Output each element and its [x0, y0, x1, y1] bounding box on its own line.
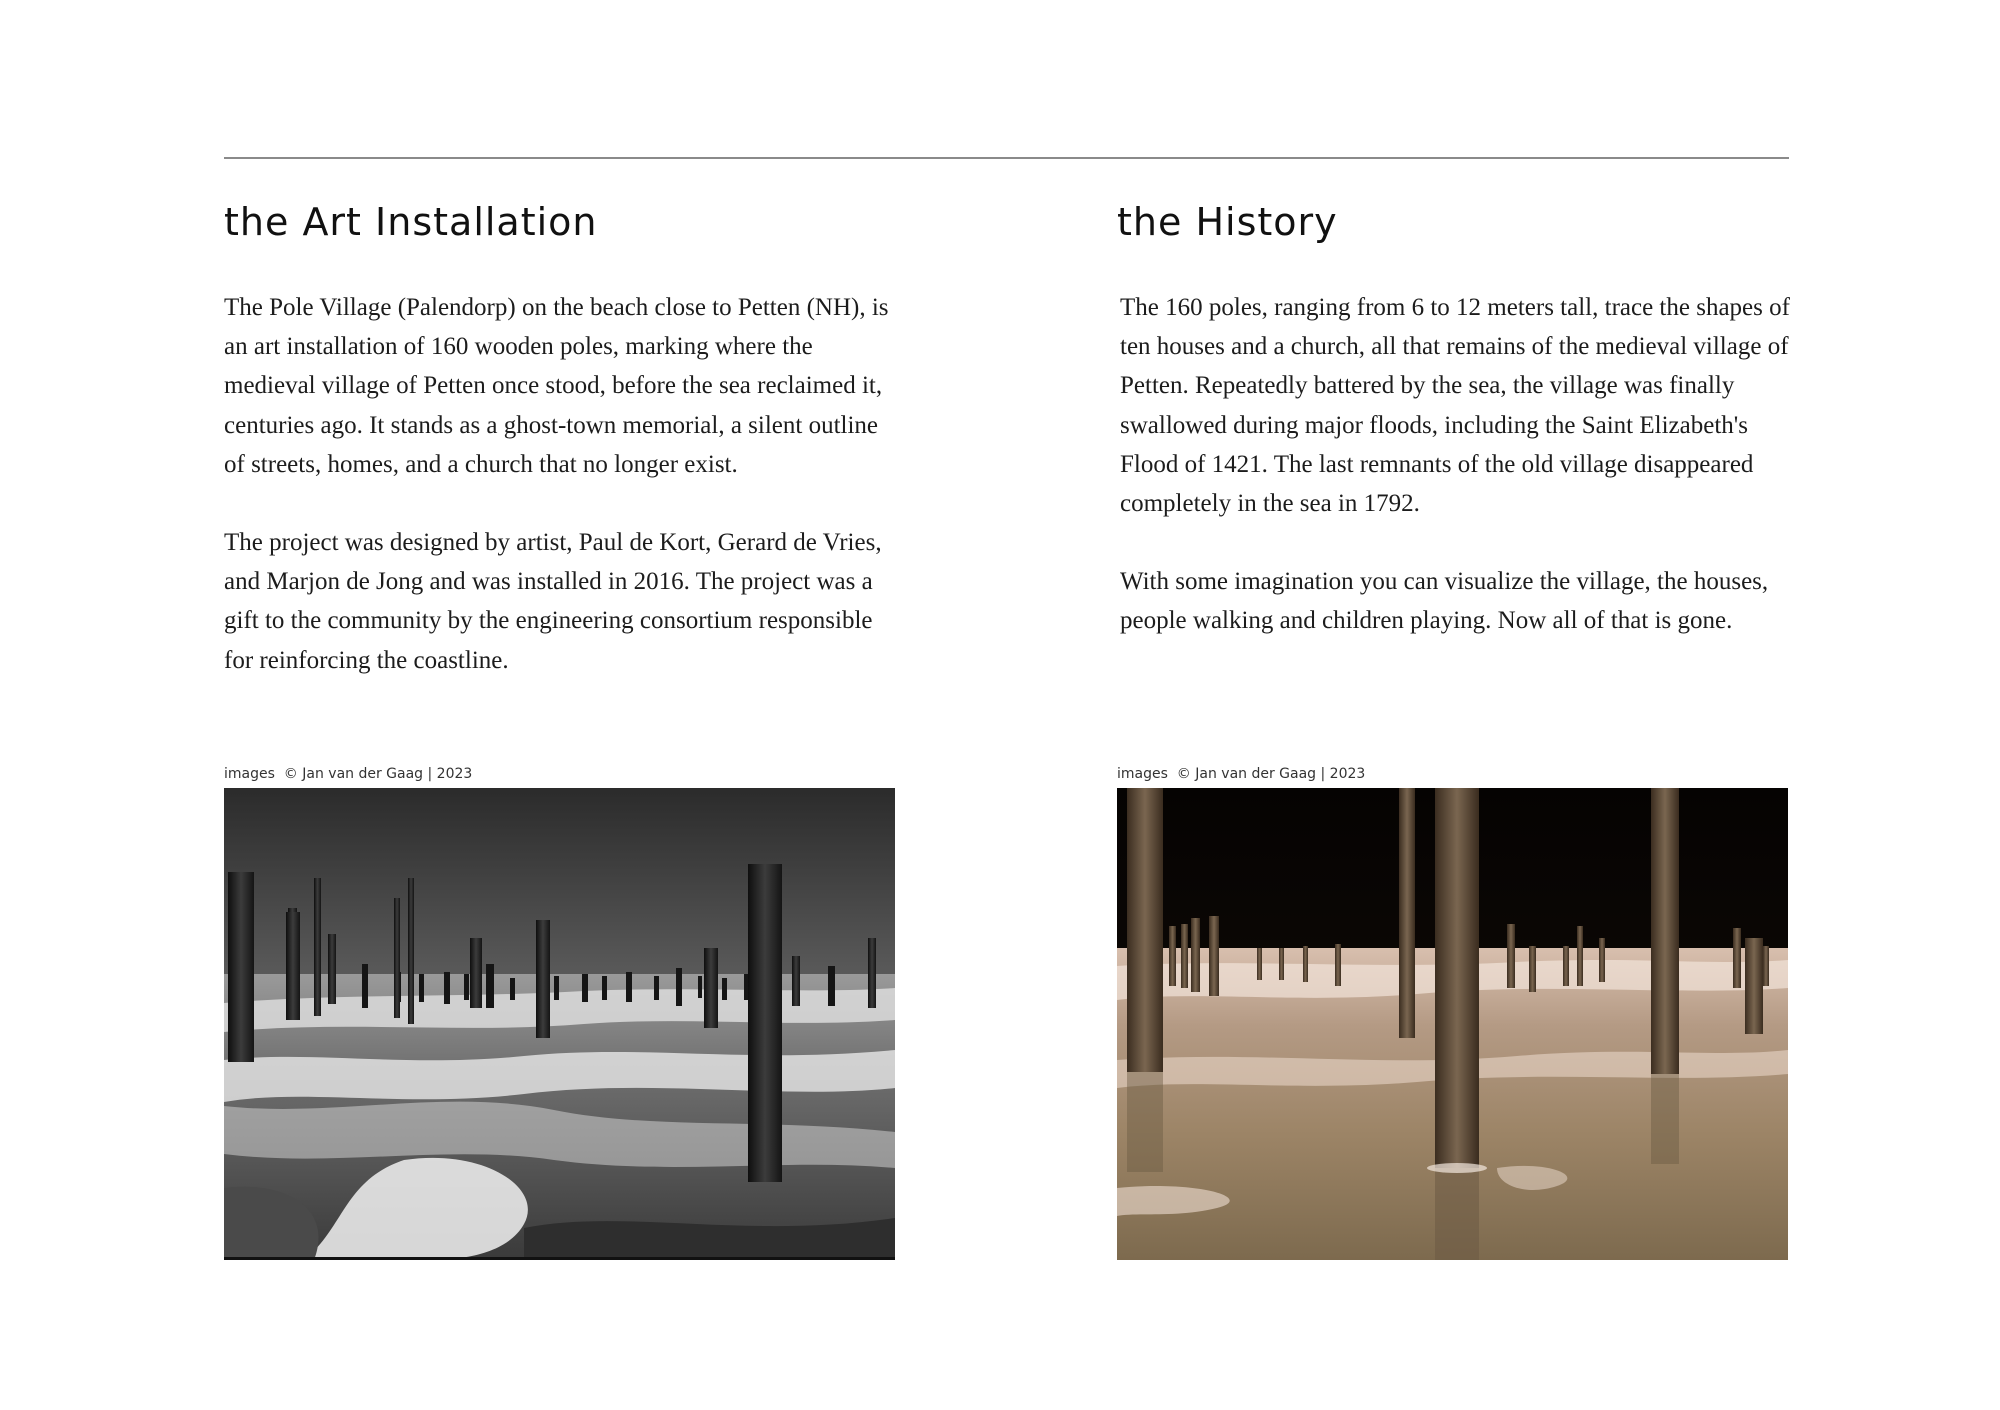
- history-body: [1120, 288, 1792, 680]
- pole-village-sepia-photo: [1117, 788, 1788, 1260]
- history-paragraph-1: The 160 poles, ranging from 6 to 12 meters tall, trace the shapes of ten houses and a church, all that remains of the medieval village of Petten. Repeatedly battered by the sea, the village was finally swallowed during major floods, including the Saint Elizabeth's Flood of 1421. The last remnants of the old village disappeared completely in the sea in 1792.: [1120, 294, 1790, 518]
- art-installation-body: [224, 288, 896, 719]
- art-installation-column: [224, 200, 896, 782]
- pole-village-bw-photo: [224, 788, 895, 1260]
- history-photo-credit: images © Jan van der Gaag | 2023: [1117, 766, 1366, 782]
- history-heading: the History: [1117, 200, 1338, 244]
- art-installation-paragraph-2: The project was designed by artist, Paul de Kort, Gerard de Vries, and Marjon de Jong and was installed in 2016. The project was a gift to the community by the engineering consortium responsible for reinforcing the coastline.: [224, 529, 882, 674]
- history-column: [1117, 200, 1790, 782]
- art-installation-heading: the Art Installation: [224, 200, 598, 244]
- top-divider: [224, 157, 1789, 159]
- art-installation-photo-credit: images © Jan van der Gaag | 2023: [224, 766, 473, 782]
- history-paragraph-2: With some imagination you can visualize the village, the houses, people walking and children playing. Now all of that is gone.: [1120, 568, 1769, 635]
- art-installation-paragraph-1: The Pole Village (Palendorp) on the beach close to Petten (NH), is an art installation of 160 wooden poles, marking where the medieval village of Petten once stood, before the sea reclaimed it, centuries ago. It stands as a ghost-town memorial, a silent outline of streets, homes, and a church that no longer exist.: [224, 294, 889, 478]
